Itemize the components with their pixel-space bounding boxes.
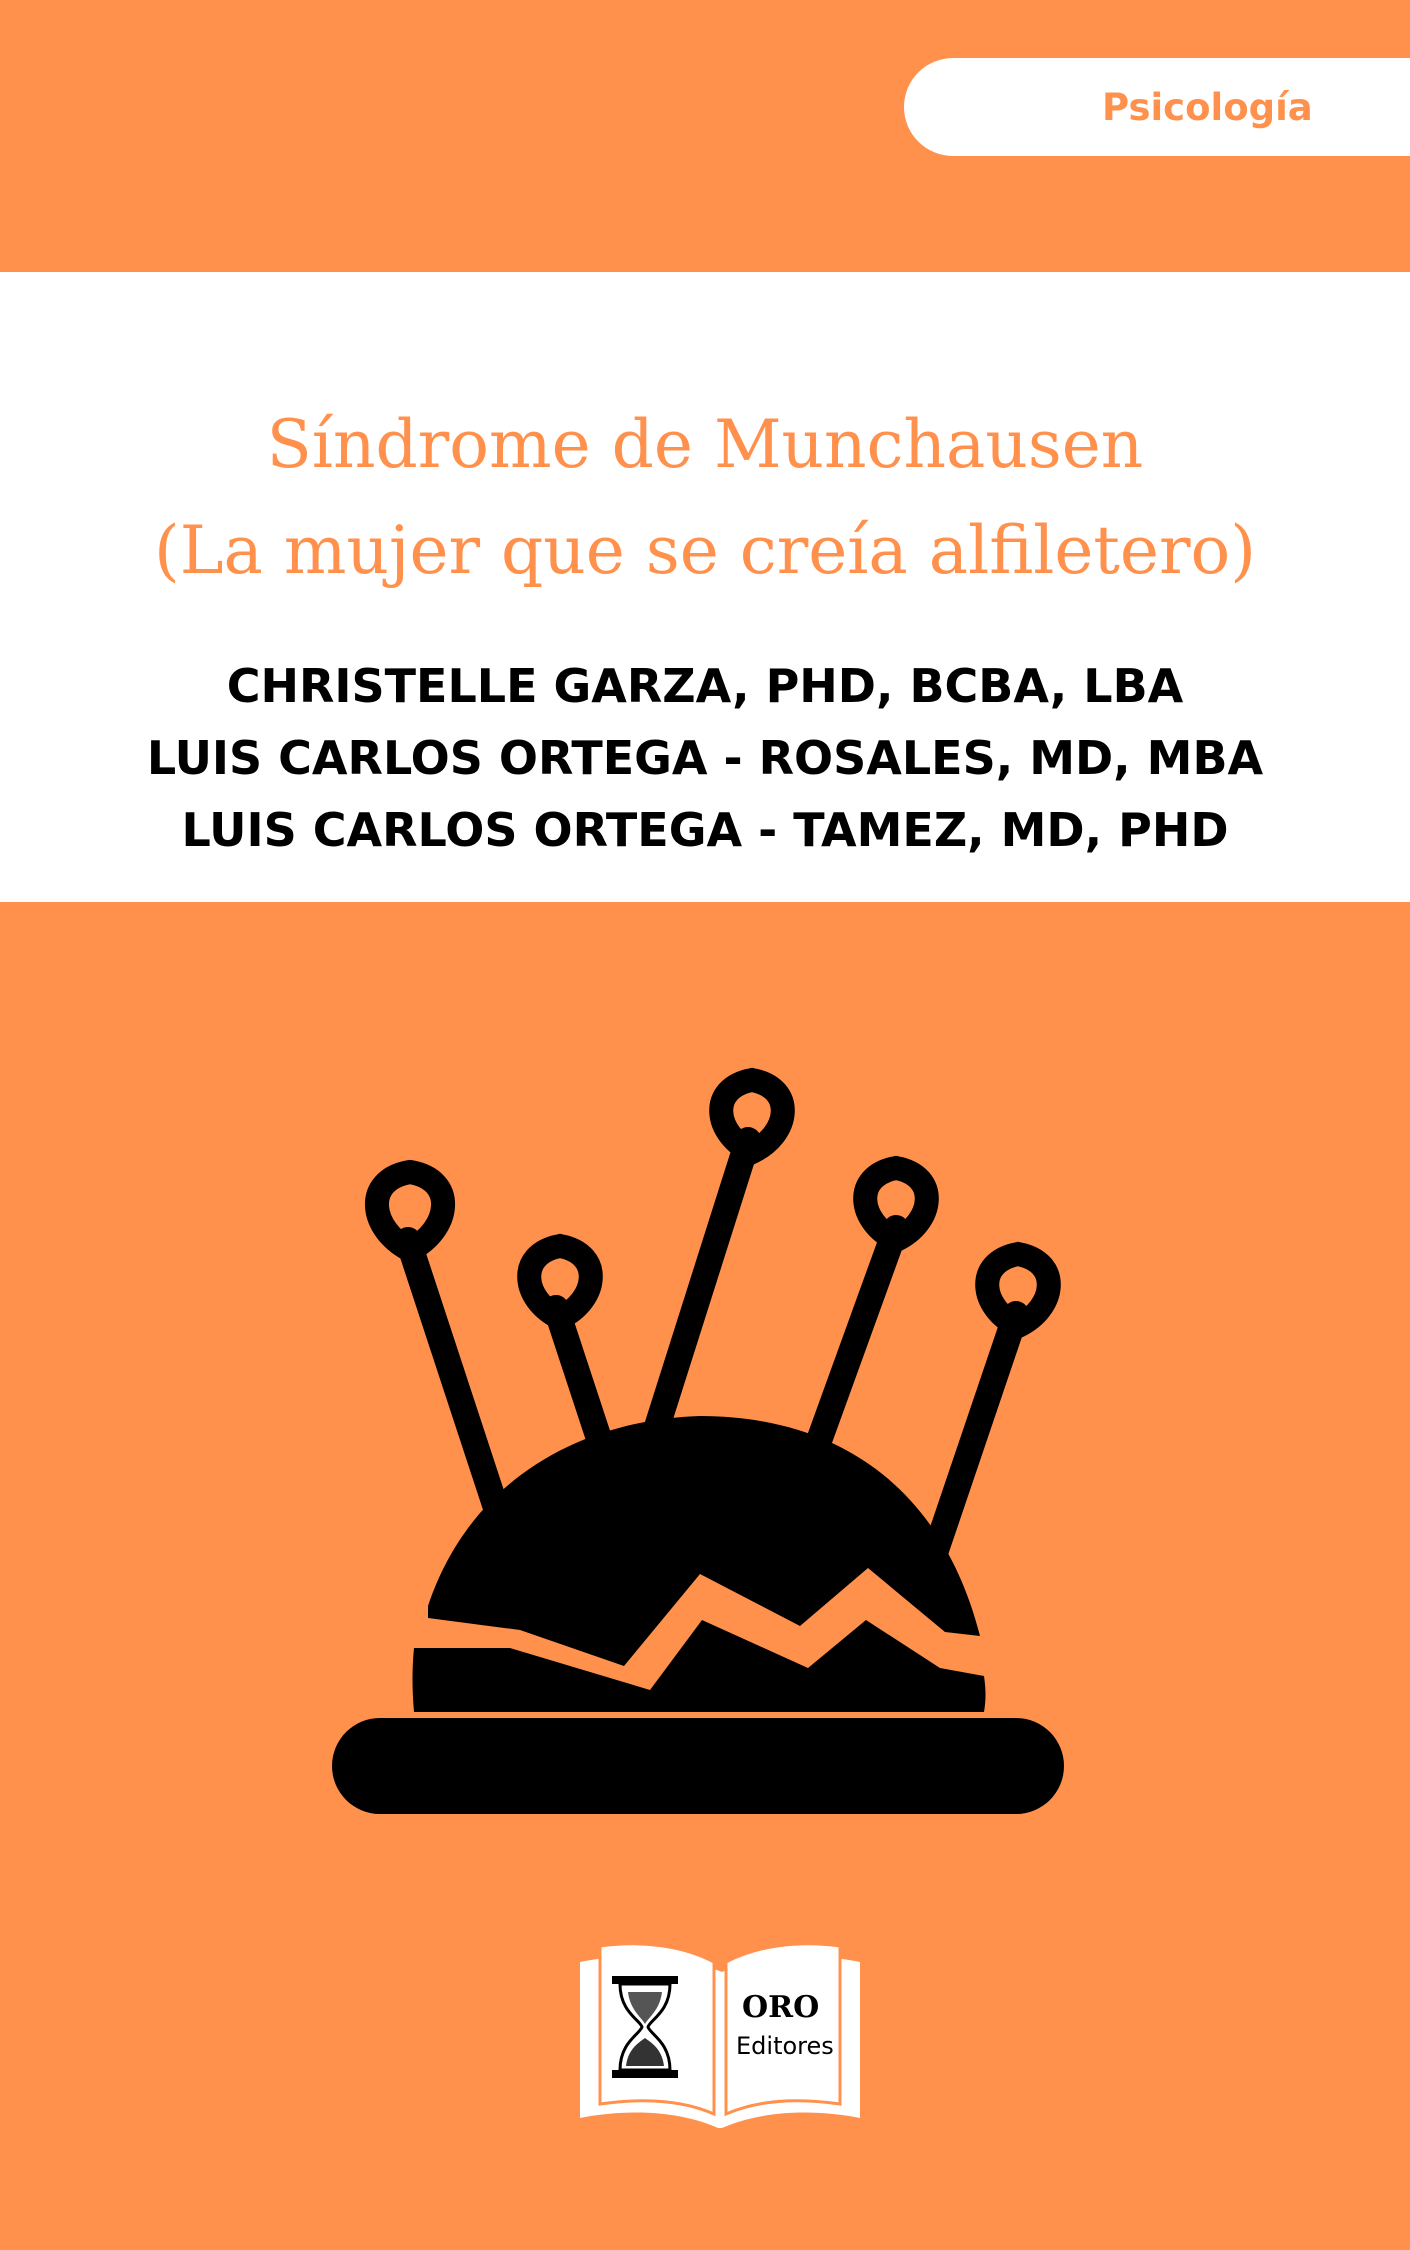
publisher-subtitle: Editores	[736, 2032, 834, 2060]
author-1: CHRISTELLE GARZA, PHD, BCBA, LBA	[226, 659, 1184, 713]
book-title-line-1: Síndrome de Munchausen	[266, 406, 1144, 483]
author-2: LUIS CARLOS ORTEGA - ROSALES, MD, MBA	[146, 731, 1264, 785]
publisher-name: ORO	[742, 1990, 820, 2025]
author-3: LUIS CARLOS ORTEGA - TAMEZ, MD, PHD	[181, 803, 1229, 857]
book-title-line-2: (La mujer que se creía alfiletero)	[153, 512, 1257, 589]
category-label: Psicología	[1102, 85, 1313, 129]
